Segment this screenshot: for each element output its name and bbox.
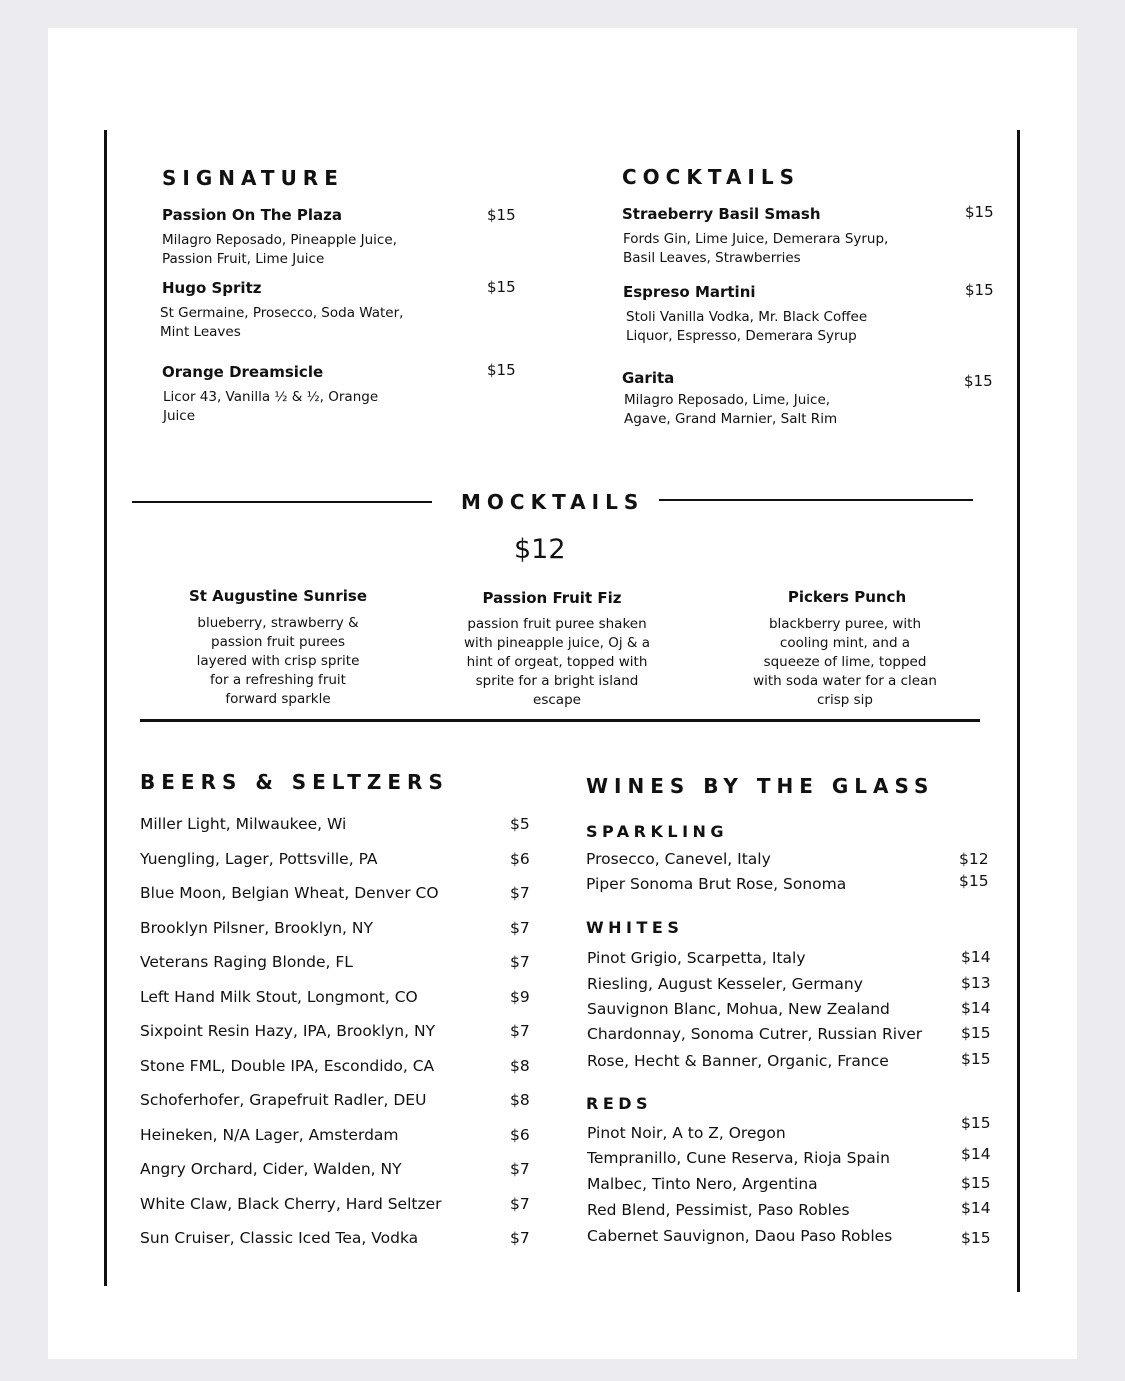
beer-item-price: $6 (510, 849, 530, 868)
mocktail-item-name: Passion Fruit Fiz (482, 589, 622, 607)
whites-subheading: WHITES (586, 918, 684, 937)
beer-item-price: $6 (510, 1125, 530, 1144)
beer-item-price: $7 (510, 918, 530, 937)
beer-item-name: Sun Cruiser, Classic Iced Tea, Vodka (140, 1229, 419, 1247)
cocktail-item-name: Straeberry Basil Smash (622, 205, 821, 223)
beer-item-name: Sixpoint Resin Hazy, IPA, Brooklyn, NY (140, 1022, 436, 1040)
signature-item-price: $15 (487, 278, 516, 296)
cocktail-item-desc: Fords Gin, Lime Juice, Demerara Syrup, Basil Leaves, Strawberries (623, 231, 889, 266)
beer-item-name: Miller Light, Milwaukee, Wi (140, 815, 347, 833)
red-item-name: Tempranillo, Cune Reserva, Rioja Spain (587, 1149, 890, 1167)
beer-item-name: Yuengling, Lager, Pottsville, PA (140, 849, 378, 868)
sparkling-subheading: SPARKLING (586, 822, 729, 841)
beer-item-price: $8 (510, 1056, 530, 1075)
beer-item-name: White Claw, Black Cherry, Hard Seltzer (140, 1194, 442, 1213)
red-item-name: Pinot Noir, A to Z, Oregon (587, 1124, 786, 1142)
white-item-name: Riesling, August Kesseler, Germany (587, 975, 863, 993)
beer-item-price: $7 (510, 1022, 530, 1040)
beer-item-name: Heineken, N/A Lager, Amsterdam (140, 1125, 399, 1144)
beer-item-name: Brooklyn Pilsner, Brooklyn, NY (140, 918, 373, 937)
red-item-name: Cabernet Sauvignon, Daou Paso Robles (587, 1227, 893, 1245)
cocktails-heading: COCKTAILS (622, 165, 801, 189)
white-item-price: $14 (961, 948, 991, 966)
white-item-name: Pinot Grigio, Scarpetta, Italy (587, 949, 806, 967)
white-item-name: Chardonnay, Sonoma Cutrer, Russian River (587, 1025, 923, 1043)
beer-item-name: Left Hand Milk Stout, Longmont, CO (140, 987, 418, 1006)
sparkling-item-name: Prosecco, Canevel, Italy (586, 850, 771, 868)
mocktail-item-desc: blackberry puree, with cooling mint, and a squeeze of lime, topped with soda water for a clean crisp sip (753, 616, 937, 708)
red-item-price: $14 (961, 1199, 991, 1217)
beer-item-price: $7 (510, 1229, 530, 1247)
mocktails-rule-left (132, 501, 432, 503)
white-item-price: $14 (961, 999, 991, 1017)
beer-item-name: Blue Moon, Belgian Wheat, Denver CO (140, 884, 439, 902)
sparkling-item-price: $12 (959, 850, 989, 868)
mocktails-price: $12 (514, 534, 566, 565)
mocktails-heading: MOCKTAILS (461, 490, 645, 514)
signature-item-name: Orange Dreamsicle (162, 363, 324, 381)
signature-item-desc: Licor 43, Vanilla ½ & ½, Orange Juice (163, 389, 379, 424)
beer-item-name: Schoferhofer, Grapefruit Radler, DEU (140, 1091, 427, 1109)
beer-item-price: $7 (510, 953, 530, 971)
signature-heading: SIGNATURE (162, 166, 344, 190)
mocktail-item-desc: blueberry, strawberry & passion fruit purees layered with crisp sprite for a refreshing fruit forward sparkle (196, 615, 360, 707)
sparkling-item-name: Piper Sonoma Brut Rose, Sonoma (586, 875, 847, 893)
white-item-price: $15 (961, 1024, 991, 1042)
mocktail-item-desc: passion fruit puree shaken with pineapple juice, Oj & a hint of orgeat, topped with sprite for a bright island escape (463, 616, 650, 708)
beer-item-price: $8 (510, 1091, 530, 1109)
left-border-line (104, 130, 107, 1286)
reds-subheading: REDS (586, 1094, 653, 1113)
beer-item-name: Angry Orchard, Cider, Walden, NY (140, 1160, 402, 1178)
mocktail-item-name: Pickers Punch (787, 588, 907, 606)
white-item-name: Sauvignon Blanc, Mohua, New Zealand (587, 1000, 890, 1018)
white-item-price: $15 (961, 1050, 991, 1068)
beer-item-name: Veterans Raging Blonde, FL (140, 953, 353, 971)
wines-heading: WINES BY THE GLASS (586, 774, 935, 798)
red-item-name: Malbec, Tinto Nero, Argentina (587, 1175, 818, 1193)
beer-item-price: $7 (510, 884, 530, 902)
signature-item-desc: St Germaine, Prosecco, Soda Water, Mint Leaves (160, 305, 404, 340)
signature-item-desc: Milagro Reposado, Pineapple Juice, Passion Fruit, Lime Juice (162, 232, 397, 267)
white-item-name: Rose, Hecht & Banner, Organic, France (587, 1052, 889, 1070)
menu-page (48, 28, 1077, 1359)
beers-heading: BEERS & SELTZERS (140, 770, 449, 794)
red-item-price: $15 (961, 1174, 991, 1192)
red-item-name: Red Blend, Pessimist, Paso Robles (587, 1201, 850, 1219)
cocktail-item-desc: Stoli Vanilla Vodka, Mr. Black Coffee Liquor, Espresso, Demerara Syrup (626, 309, 868, 344)
red-item-price: $14 (961, 1145, 991, 1163)
mocktails-bottom-rule (140, 719, 980, 722)
beer-item-price: $9 (510, 987, 530, 1006)
right-border-line (1017, 130, 1020, 1292)
signature-item-name: Passion On The Plaza (162, 206, 342, 224)
signature-item-price: $15 (487, 206, 516, 224)
cocktail-item-name: Garita (622, 369, 675, 387)
beer-item-price: $5 (510, 815, 530, 833)
beer-item-price: $7 (510, 1160, 530, 1178)
cocktail-item-price: $15 (964, 372, 993, 390)
beer-item-price: $7 (510, 1194, 530, 1213)
red-item-price: $15 (961, 1114, 991, 1132)
cocktail-item-name: Espreso Martini (623, 283, 756, 301)
beer-item-name: Stone FML, Double IPA, Escondido, CA (140, 1056, 435, 1075)
mocktails-rule-right (659, 499, 973, 501)
signature-item-price: $15 (487, 361, 516, 379)
sparkling-item-price: $15 (959, 872, 989, 890)
mocktail-item-name: St Augustine Sunrise (188, 587, 367, 605)
white-item-price: $13 (961, 974, 991, 992)
red-item-price: $15 (961, 1229, 991, 1247)
cocktail-item-price: $15 (965, 203, 994, 221)
signature-item-name: Hugo Spritz (162, 279, 262, 297)
cocktail-item-price: $15 (965, 281, 994, 299)
cocktail-item-desc: Milagro Reposado, Lime, Juice, Agave, Grand Marnier, Salt Rim (624, 392, 838, 427)
